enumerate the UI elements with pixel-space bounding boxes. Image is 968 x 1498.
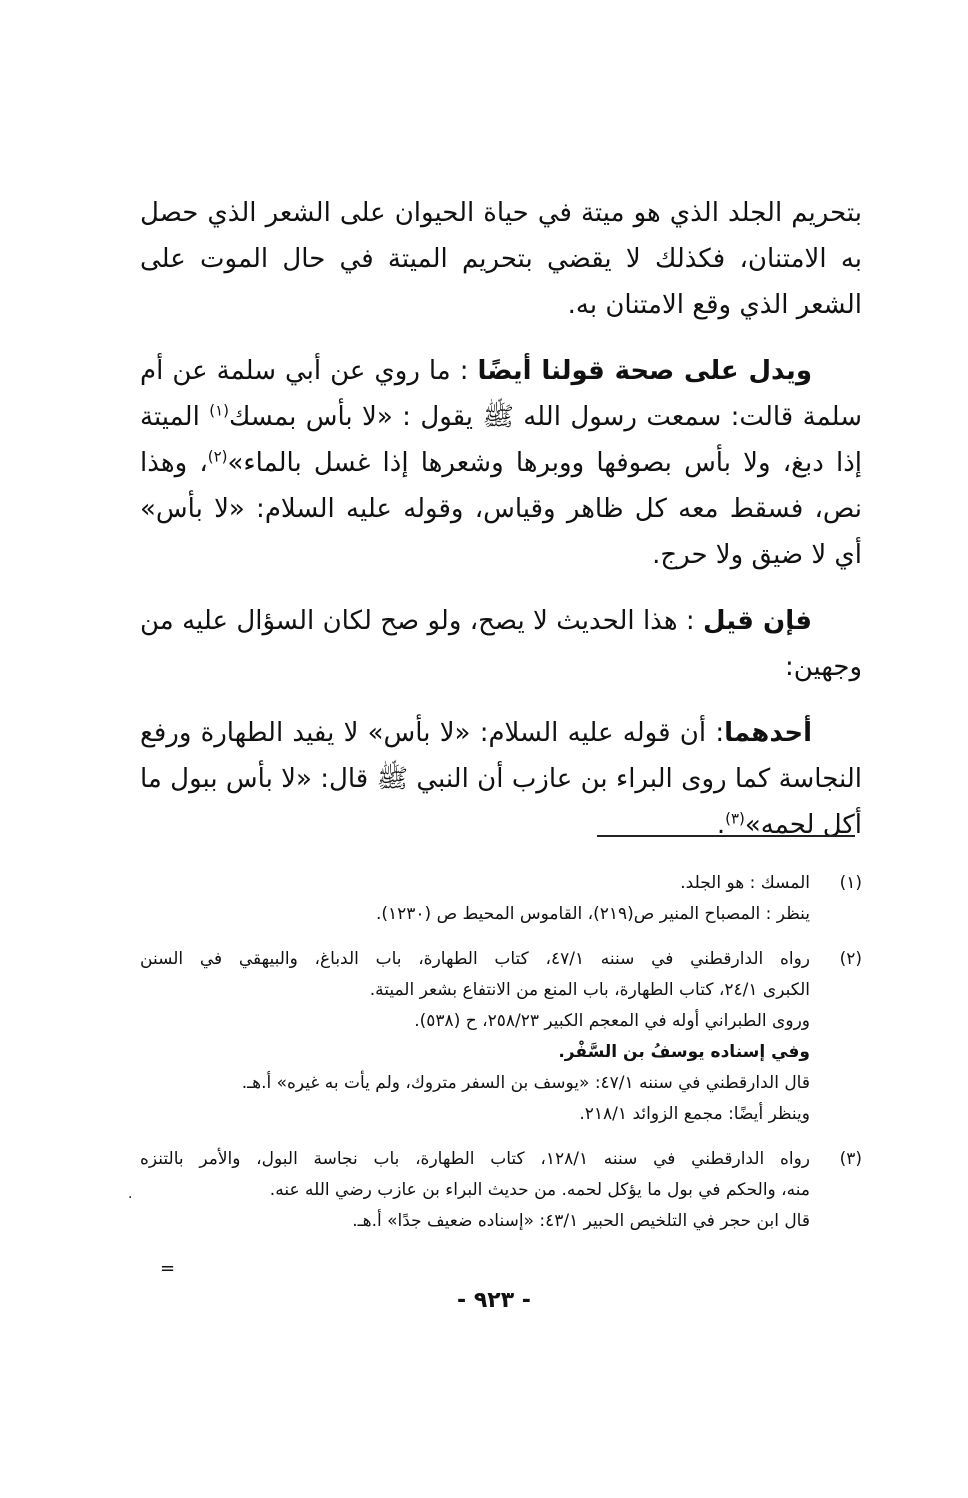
margin-dot: · (128, 1190, 133, 1206)
footnote-2-number: (٢) (839, 949, 862, 969)
footnote-ref-2: (٢) (207, 447, 228, 466)
paragraph-2-text-a: : ما روي عن أبي سلمة عن أم سلمة قالت: سمعت رسول الله ﷺ يقول : «لا بأس بمسك (140, 356, 862, 432)
footnote-1-line: المسك : هو الجلد. (680, 873, 810, 893)
paragraph-3-lead: فإن قيل (703, 606, 813, 636)
footnote-2-line: الكبرى ٢٤/١، كتاب الطهارة، باب المنع من الانتفاع بشعر الميتة. (369, 980, 810, 1000)
footnote-3-line: رواه الدارقطني في سننه ١٢٨/١، كتاب الطهارة، باب نجاسة البول، والأمر بالتنزه (140, 1149, 810, 1169)
paragraph-2-text-b: الميتة إذا دبغ، ولا بأس بصوفها ووبرها وشعرها إذا غسل بالماء» (140, 402, 862, 478)
footnote-3-line: قال ابن حجر في التلخيص الحبير ٤٣/١: «إسناده ضعيف جدًا» أ.هـ. (352, 1211, 810, 1231)
paragraph-3 (140, 598, 862, 690)
footnote-1-number: (١) (839, 873, 862, 893)
footnote-3 (140, 1144, 862, 1237)
continuation-mark: = (160, 1258, 176, 1279)
footnote-3-number: (٣) (839, 1149, 862, 1169)
paragraph-4 (140, 710, 862, 848)
paragraph-2-lead: ويدل على صحة قولنا أيضًا (477, 356, 812, 386)
footnote-2-line: قال الدارقطني في سننه ٤٧/١: «يوسف بن السفر متروك، ولم يأت به غيره» أ.هـ. (241, 1073, 810, 1093)
paragraph-4-lead: أحدهما (724, 718, 812, 748)
footnote-1 (140, 868, 862, 930)
paragraph-4-text-b: . (716, 810, 726, 840)
main-text (140, 190, 862, 868)
paragraph-2-text-c: ، وهذا نص، فسقط معه كل ظاهر وقياس، وقوله عليه السلام: «لا بأس» أي لا ضيق ولا حرج. (140, 448, 862, 570)
footnote-separator (597, 835, 855, 837)
footnote-ref-3: (٣) (725, 809, 745, 828)
page-number: - ٩٢٣ - (457, 1288, 531, 1313)
footnote-2-line: رواه الدارقطني في سننه ٤٧/١، كتاب الطهارة، باب الدباغ، والبيهقي في السنن (140, 949, 810, 969)
footnote-2-line: وفي إسناده يوسفُ بن السَّفْر. (558, 1042, 810, 1062)
footnote-2-line: وينظر أيضًا: مجمع الزوائد ٢١٨/١. (579, 1104, 810, 1124)
paragraph-3-text: : هذا الحديث لا يصح، ولو صح لكان السؤال عليه من وجهين: (140, 606, 862, 682)
footnote-3-line: منه، والحكم في بول ما يؤكل لحمه. من حديث البراء بن عازب رضي الله عنه. (269, 1180, 810, 1200)
footnote-1-line: ينظر : المصباح المنير ص(٢١٩)، القاموس المحيط ص (١٢٣٠). (375, 904, 810, 924)
paragraph-1: بتحريم الجلد الذي هو ميتة في حياة الحيوان على الشعر الذي حصل به الامتنان، فكذلك لا يقضي بتحريم الميتة في حال الموت على الشعر الذي وقع الامتنان به. (140, 198, 862, 320)
paragraph-2 (140, 348, 862, 578)
paragraph-4-text-a: : أن قوله عليه السلام: «لا بأس» لا يفيد الطهارة ورفع النجاسة كما روى البراء بن عازب أن النبي ﷺ قال: «لا بأس ببول ما أكل لحمه» (140, 718, 862, 840)
footnotes (140, 868, 862, 1251)
footnote-2 (140, 944, 862, 1130)
footnote-ref-1: (١) (209, 401, 229, 420)
footnote-2-line: وروى الطبراني أوله في المعجم الكبير ٢٥٨/٢٣، ح (٥٣٨). (414, 1011, 810, 1031)
